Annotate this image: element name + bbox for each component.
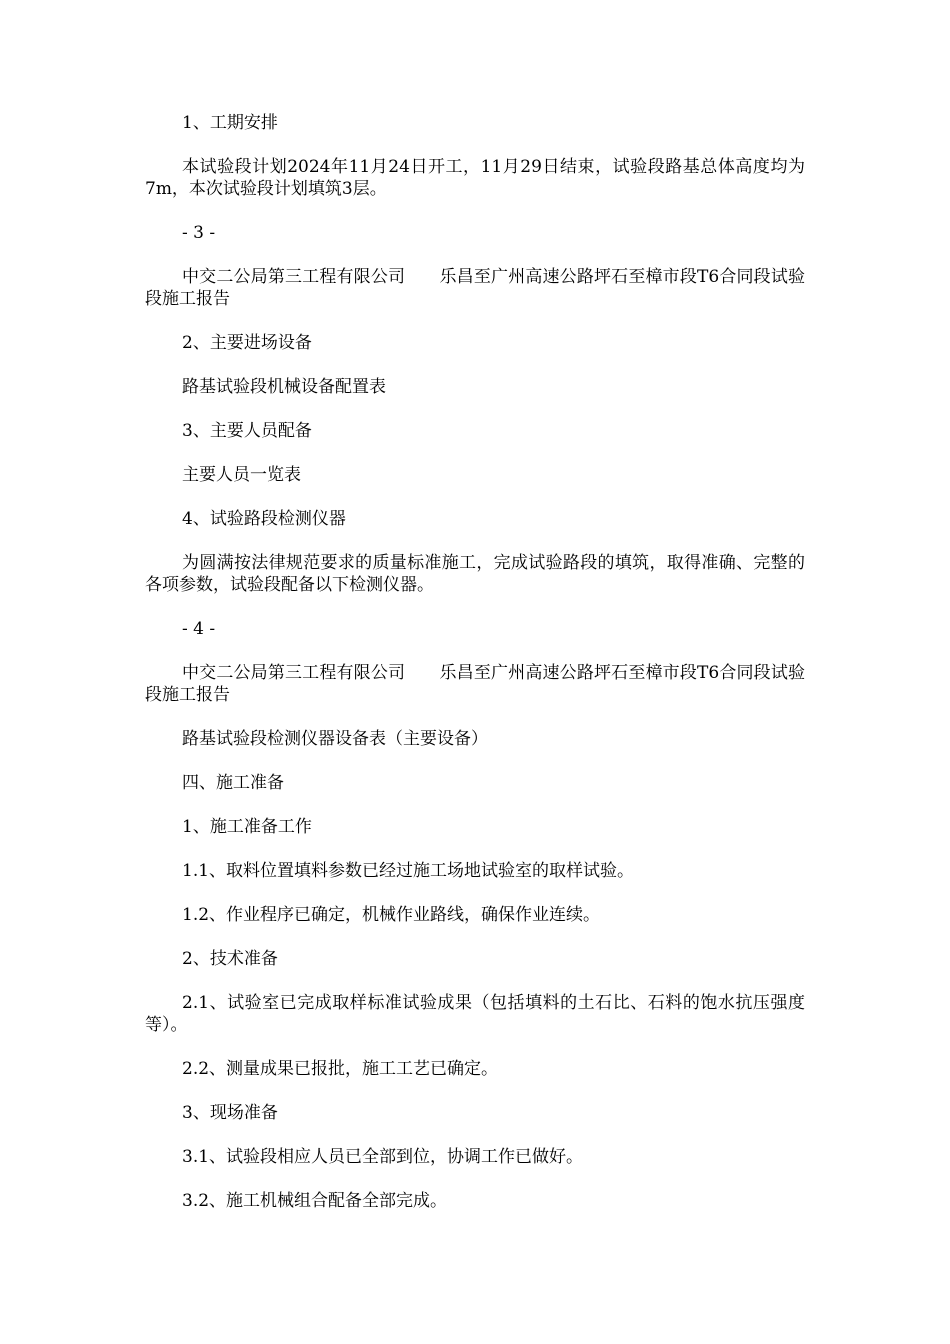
paragraph-2-2: 2.2、测量成果已报批，施工工艺已确定。	[182, 1059, 499, 1079]
paragraph-1-2: 1.2、作业程序已确定，机械作业路线，确保作业连续。	[182, 905, 601, 925]
page-number: - 4 -	[182, 619, 216, 639]
section-heading-technical: 2、技术准备	[182, 949, 278, 969]
paragraph-2-1: 2.1、试验室已完成取样标准试验成果（包括填料的土石比、石料的饱水抗压强度等）。	[145, 993, 805, 1035]
paragraph-3-2: 3.2、施工机械组合配备全部完成。	[182, 1191, 448, 1211]
table-caption-instruments: 路基试验段检测仪器设备表（主要设备）	[182, 729, 488, 749]
section-heading-equipment: 2、主要进场设备	[182, 333, 312, 353]
paragraph-1-1: 1.1、取料位置填料参数已经过施工场地试验室的取样试验。	[182, 861, 635, 881]
section-heading-schedule: 1、工期安排	[182, 113, 278, 133]
section-heading-instruments: 4、试验路段检测仪器	[182, 509, 346, 529]
table-caption-equipment: 路基试验段机械设备配置表	[182, 377, 386, 397]
paragraph-schedule: 本试验段计划2024年11月24日开工，11月29日结束，试验段路基总体高度均为7m，本次试验段计划填筑3层。	[145, 157, 805, 199]
page-header: 中交二公局第三工程有限公司 乐昌至广州高速公路坪石至樟市段T6合同段试验段施工报告	[145, 267, 805, 309]
page-number: - 3 -	[182, 223, 216, 243]
table-caption-personnel: 主要人员一览表	[182, 465, 301, 485]
paragraph-instruments: 为圆满按法律规范要求的质量标准施工，完成试验路段的填筑，取得准确、完整的各项参数，试验段配备以下检测仪器。	[145, 553, 805, 595]
paragraph-3-1: 3.1、试验段相应人员已全部到位，协调工作已做好。	[182, 1147, 584, 1167]
page-header: 中交二公局第三工程有限公司 乐昌至广州高速公路坪石至樟市段T6合同段试验段施工报告	[145, 663, 805, 705]
section-heading-personnel: 3、主要人员配备	[182, 421, 312, 441]
section-heading-prep-work: 1、施工准备工作	[182, 817, 312, 837]
section-heading-site: 3、现场准备	[182, 1103, 278, 1123]
document-body	[145, 112, 805, 1234]
chapter-heading-preparation: 四、施工准备	[182, 773, 284, 793]
